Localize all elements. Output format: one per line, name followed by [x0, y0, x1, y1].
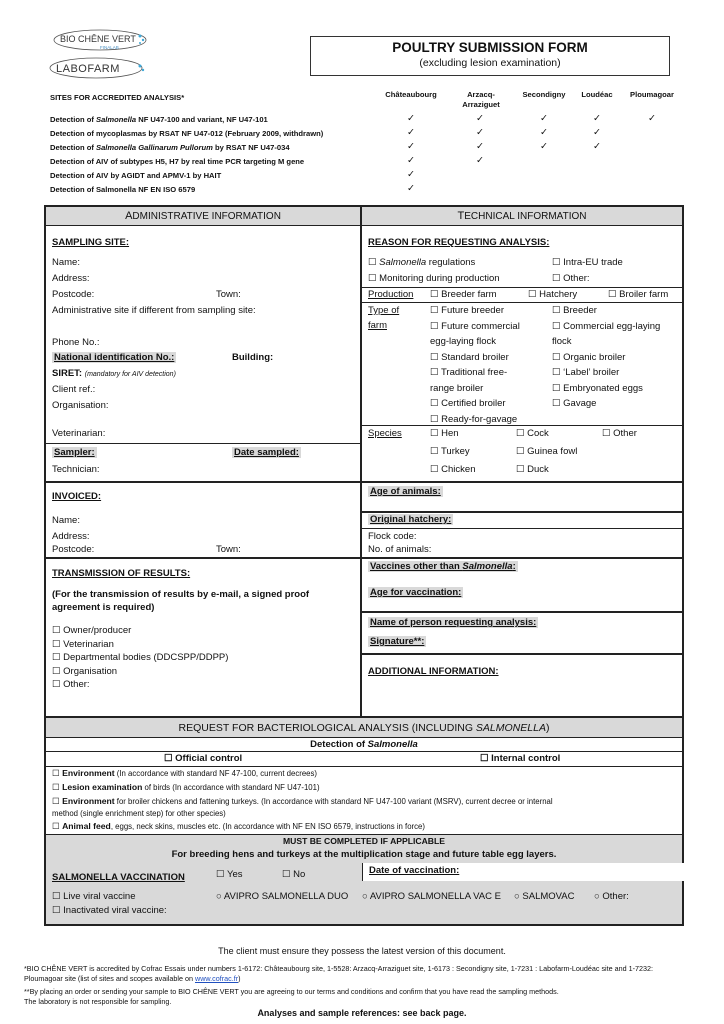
divider — [46, 557, 360, 559]
invoice-postcode-field[interactable]: Postcode: — [52, 544, 95, 555]
farm-type-option[interactable]: ☐ Gavage — [552, 398, 597, 409]
transmission-option-checkbox[interactable]: ☐ Organisation — [52, 665, 118, 677]
national-id-field[interactable]: National identification No.: — [54, 352, 175, 363]
flock-code-field[interactable]: Flock code: — [368, 531, 417, 542]
species-label: Species — [368, 428, 402, 439]
accredited-sites-table — [50, 88, 690, 200]
vaccination-no-checkbox[interactable]: ☐ No — [282, 869, 306, 880]
other-reason-checkbox[interactable]: ☐ Other: — [552, 273, 590, 284]
original-hatchery-field[interactable]: Original hatchery: — [370, 514, 452, 525]
col-ploumagoar: Ploumagoar — [630, 90, 674, 99]
environment-broiler-cont: method (single enrichment step) for other species) — [52, 809, 226, 818]
technician-field[interactable]: Technician: — [52, 464, 100, 475]
additional-info-heading: ADDITIONAL INFORMATION: — [368, 666, 499, 677]
labofarm-logo — [48, 56, 148, 80]
farm-type-option[interactable]: ☐ Ready-for-gavage — [430, 413, 518, 425]
col-loudeac: Loudéac — [581, 90, 613, 99]
no-animals-field[interactable]: No. of animals: — [368, 544, 432, 555]
salmovac-radio[interactable]: ○ SALMOVAC — [514, 891, 575, 902]
farm-type-option[interactable]: ☐ Future commercial — [430, 320, 520, 332]
site-row-label: Detection of Salmonella Gallinarum Pullorum by RSAT NF U47-034 — [50, 143, 290, 152]
invoice-town-field[interactable]: Town: — [216, 544, 241, 555]
bio-chene-vert-logo-graphic — [52, 28, 148, 52]
divider — [46, 481, 360, 483]
administrative-column — [46, 207, 362, 716]
site-check-mark: ✓ — [476, 127, 484, 138]
site-check-mark: ✓ — [540, 113, 548, 124]
farm-type-option[interactable]: ☐ ‘Label’ broiler — [552, 367, 620, 378]
divider — [362, 528, 682, 529]
client-ref-field[interactable]: Client ref.: — [52, 384, 96, 395]
inactivated-vaccine-checkbox[interactable]: ☐ Inactivated viral vaccine: — [52, 905, 167, 916]
site-check-mark: ✓ — [476, 141, 484, 152]
form-title-box — [310, 36, 670, 76]
site-check-mark: ✓ — [407, 113, 415, 124]
accreditation-note: *BIO CHÊNE VERT is accredited by Cofrac Essais under numbers 1-6172: Châteaubourg site, 1-5528: Arzacq-Arraziguet site, 1-6173 : Secondigny site, 1-7231 : Labofarm-Loudéac site and 1-7232: — [24, 964, 653, 973]
bacteriological-section — [44, 718, 684, 926]
sampler-field[interactable]: Sampler: — [54, 447, 95, 458]
farm-type-option: flock — [552, 336, 572, 347]
transmission-option-checkbox[interactable]: ☐ Other: — [52, 679, 90, 690]
form-title: POULTRY SUBMISSION FORM — [392, 40, 588, 55]
site-check-mark: ✓ — [593, 141, 601, 152]
labofarm-logo-graphic — [48, 56, 148, 80]
type-farm-label-2: farm — [368, 320, 387, 331]
live-vaccine-checkbox[interactable]: ☐ Live viral vaccine — [52, 891, 136, 902]
transmission-option-checkbox[interactable]: ☐ Veterinarian — [52, 638, 114, 650]
farm-type-option[interactable]: ☐ Standard broiler — [430, 351, 509, 363]
invoice-name-field[interactable]: Name: — [52, 515, 80, 526]
duck-checkbox[interactable]: ☐ Duck — [516, 464, 549, 475]
divider — [362, 511, 682, 513]
site-check-mark: ✓ — [407, 141, 415, 152]
responsibility-note: The laboratory is not responsible for sampling. — [24, 997, 172, 1006]
site-check-mark: ✓ — [407, 155, 415, 166]
farm-type-option[interactable]: ☐ Embryonated eggs — [552, 382, 643, 394]
avipro-vac-e-radio[interactable]: ○ AVIPRO SALMONELLA VAC E — [362, 891, 501, 902]
admin-site-field[interactable]: Administrative site if different from sampling site: — [52, 305, 256, 316]
divider — [362, 287, 682, 288]
phone-field[interactable]: Phone No.: — [52, 337, 100, 348]
client-note: The client must ensure they possess the latest version of this document. — [218, 946, 506, 956]
farm-type-option[interactable]: ☐ Organic broiler — [552, 351, 626, 363]
bacterio-header: REQUEST FOR BACTERIOLOGICAL ANALYSIS (INCLUDING SALMONELLA) — [46, 718, 682, 738]
chicken-checkbox[interactable]: ☐ Chicken — [430, 464, 476, 475]
veterinarian-field[interactable]: Veterinarian: — [52, 428, 106, 439]
animal-feed-checkbox[interactable]: ☐ Animal feed, eggs, neck skins, muscles etc. (In accordance with NF EN ISO 6579, instructions in force) — [52, 821, 425, 831]
invoice-address-field[interactable]: Address: — [52, 531, 90, 542]
site-row-label: Detection of Salmonella NF EN ISO 6579 — [50, 185, 196, 194]
other-species-checkbox[interactable]: ☐ Other — [602, 428, 637, 439]
must-complete: MUST BE COMPLETED IF APPLICABLE — [282, 836, 445, 846]
site-check-mark: ✓ — [593, 127, 601, 138]
hen-checkbox[interactable]: ☐ Hen — [430, 428, 459, 439]
farm-type-option[interactable]: ☐ Future breeder — [430, 305, 504, 316]
back-page-note: Analyses and sample references: see back page. — [257, 1008, 467, 1018]
broiler-farm-checkbox[interactable]: ☐ Broiler farm — [608, 289, 669, 300]
accreditation-note-2: Ploumagoar site (list of sites and scopes available on www.cofrac.fr) — [24, 974, 241, 983]
divider — [362, 611, 682, 613]
farm-type-option: range broiler — [430, 382, 484, 394]
sampling-site-heading: SAMPLING SITE: — [52, 237, 130, 248]
farm-type-option[interactable]: ☐ Commercial egg-laying — [552, 320, 661, 332]
cofrac-link[interactable]: www.cofrac.fr — [195, 974, 239, 983]
production-label: Production — [368, 289, 414, 300]
site-row-label: Detection of mycoplasmas by RSAT NF U47-012 (February 2009, withdrawn) — [50, 129, 324, 138]
avipro-duo-radio[interactable]: ○ AVIPRO SALMONELLA DUO — [216, 891, 349, 902]
other-vaccine-radio[interactable]: ○ Other: — [594, 891, 629, 902]
main-form-section — [44, 205, 684, 718]
vaccination-yes-checkbox[interactable]: ☐ Yes — [216, 869, 243, 880]
divider — [362, 653, 682, 655]
col-secondigny: Secondigny — [522, 90, 566, 99]
site-check-mark: ✓ — [476, 113, 484, 124]
transmission-option-checkbox[interactable]: ☐ Owner/producer — [52, 625, 132, 636]
type-farm-label: Type of — [368, 305, 400, 316]
intra-eu-checkbox[interactable]: ☐ Intra-EU trade — [552, 257, 623, 268]
transmission-note: (For the transmission of results by e-mail, a signed proof agreement is required) — [52, 589, 310, 613]
building-field[interactable]: Building: — [232, 352, 274, 363]
organisation-field[interactable]: Organisation: — [52, 400, 109, 411]
breeder-farm-checkbox[interactable]: ☐ Breeder farm — [430, 289, 497, 300]
person-requesting-field[interactable]: Name of person requesting analysis: — [370, 617, 537, 628]
site-check-mark: ✓ — [407, 183, 415, 194]
environment-checkbox[interactable]: ☐ Environment (In accordance with standard NF 47-100, current decrees) — [52, 768, 318, 778]
vaccines-field[interactable]: Vaccines other than Salmonella: — [370, 561, 516, 572]
site-check-mark: ✓ — [593, 113, 601, 124]
site-row-label: Detection of Salmonella NF U47-100 and variant, NF U47-101 — [50, 115, 268, 124]
signature-field[interactable]: Signature**: — [370, 636, 425, 647]
transmission-option-checkbox[interactable]: ☐ Departmental bodies (DDCSPP/DDPP) — [52, 652, 229, 663]
siret-field[interactable]: SIRET: (mandatory for AIV detection) — [52, 368, 176, 379]
site-row-label: Detection of AIV of subtypes H5, H7 by real time PCR targeting M gene — [50, 157, 305, 166]
environment-broiler-checkbox[interactable]: ☐ Environment for broiler chickens and fattening turkeys. (In accordance with standard NF U47-100 variant (MSRV), current decree or internal — [52, 796, 553, 806]
svg-text:BIO CHÊNE VERT: BIO CHÊNE VERT — [60, 34, 136, 44]
date-vaccination-box[interactable] — [362, 863, 684, 881]
divider — [362, 425, 682, 426]
svg-text:LABOFARM: LABOFARM — [56, 63, 120, 75]
monitoring-checkbox[interactable]: ☐ Monitoring during production — [368, 273, 500, 284]
internal-control-checkbox[interactable]: ☐ Internal control — [480, 753, 561, 764]
official-control-checkbox[interactable]: ☐ Official control — [164, 753, 243, 764]
bio-chene-vert-logo — [52, 28, 148, 52]
town-field[interactable]: Town: — [216, 289, 241, 300]
site-check-mark: ✓ — [540, 141, 548, 152]
col-arzacq: Arzacq- Arraziguet — [462, 90, 500, 109]
admin-header: ADMINISTRATIVE INFORMATION — [46, 207, 360, 226]
address-field[interactable]: Address: — [52, 273, 90, 284]
divider — [362, 481, 682, 483]
svg-text:FINALAB: FINALAB — [100, 45, 119, 50]
site-check-mark: ✓ — [407, 127, 415, 138]
tech-header: TECHNICAL INFORMATION — [362, 207, 682, 226]
form-subtitle: (excluding lesion examination) — [419, 57, 561, 69]
age-vaccination-field[interactable]: Age for vaccination: — [370, 587, 462, 598]
divider — [362, 302, 682, 303]
site-check-mark: ✓ — [540, 127, 548, 138]
site-check-mark: ✓ — [476, 155, 484, 166]
name-field[interactable]: Name: — [52, 257, 80, 268]
transmission-heading: TRANSMISSION OF RESULTS: — [52, 568, 191, 579]
invoiced-heading: INVOICED: — [52, 491, 102, 502]
cock-checkbox[interactable]: ☐ Cock — [516, 428, 549, 439]
terms-note: **By placing an order or sending your sample to BIO CHÊNE VERT you are agreeing to our terms and conditions and confirm that you have read the sampling methods. — [24, 987, 559, 996]
hatchery-checkbox[interactable]: ☐ Hatchery — [528, 289, 578, 300]
date-vaccination-label: Date of vaccination: — [369, 865, 460, 876]
farm-type-option[interactable]: ☐ Breeder — [552, 305, 597, 316]
divider — [362, 557, 682, 559]
salmonella-regulations-checkbox[interactable]: ☐ Salmonella regulations — [368, 257, 476, 268]
turkey-checkbox[interactable]: ☐ Turkey — [430, 446, 470, 457]
breeding-note: For breeding hens and turkeys at the multiplication stage and future table egg layers. — [171, 849, 557, 860]
farm-type-option[interactable]: ☐ Certified broiler — [430, 398, 506, 409]
technical-column — [362, 207, 682, 716]
vaccination-area — [46, 834, 682, 924]
col-chateaubourg: Châteaubourg — [385, 90, 437, 99]
sites-label: SITES FOR ACCREDITED ANALYSIS* — [50, 93, 185, 102]
vaccination-heading: SALMONELLA VACCINATION — [52, 872, 185, 883]
divider — [46, 443, 360, 444]
guinea-fowl-checkbox[interactable]: ☐ Guinea fowl — [516, 446, 578, 457]
postcode-field[interactable]: Postcode: — [52, 289, 95, 300]
detection-heading: Detection of Salmonella — [46, 738, 682, 752]
age-of-animals-field[interactable]: Age of animals: — [370, 486, 441, 497]
site-check-mark: ✓ — [407, 169, 415, 180]
site-check-mark: ✓ — [648, 113, 656, 124]
farm-type-option: egg-laying flock — [430, 336, 497, 347]
site-row-label: Detection of AIV by AGIDT and APMV-1 by HAIT — [50, 171, 222, 180]
reason-heading: REASON FOR REQUESTING ANALYSIS: — [368, 237, 550, 248]
farm-type-option[interactable]: ☐ Traditional free- — [430, 367, 508, 378]
lesion-checkbox[interactable]: ☐ Lesion examination of birds (In accordance with standard NF U47-101) — [52, 782, 320, 792]
divider — [46, 766, 682, 767]
date-sampled-field[interactable]: Date sampled: — [234, 447, 299, 458]
